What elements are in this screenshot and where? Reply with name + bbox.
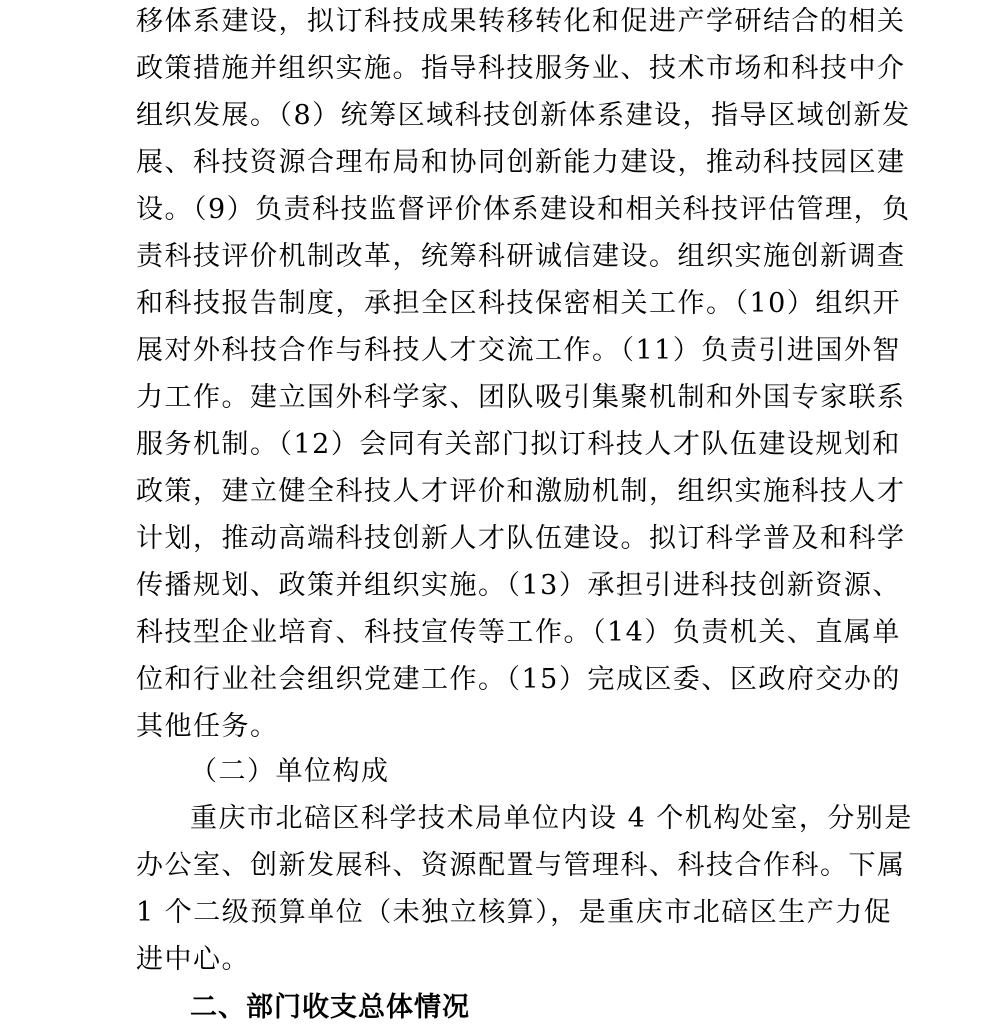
- body-line-9: 力工作。建立国外科学家、团队吸引集聚机制和外国专家联系: [136, 382, 906, 413]
- body-line-13: 传播规划、政策并组织实施。（13）承担引进科技创新资源、: [136, 570, 901, 601]
- paragraph2-line-2: 办公室、创新发展科、资源配置与管理科、科技合作科。下属: [136, 850, 906, 881]
- body-line-5: 设。（9）负责科技监督评价体系建设和相关科技评估管理，负: [136, 194, 911, 225]
- subheading-unit-composition: （二）单位构成: [190, 756, 390, 787]
- section-heading: 二、部门收支总体情况: [190, 992, 470, 1023]
- body-line-6: 责科技评价机制改革，统筹科研诚信建设。组织实施创新调查: [136, 241, 906, 272]
- body-line-8: 展对外科技合作与科技人才交流工作。（11）负责引进国外智: [136, 335, 901, 366]
- body-line-16: 其他任务。: [136, 711, 279, 742]
- body-line-7: 和科技报告制度，承担全区科技保密相关工作。（10）组织开: [136, 288, 901, 319]
- body-line-14: 科技型企业培育、科技宣传等工作。（14）负责机关、直属单: [136, 617, 901, 648]
- paragraph2-line-1: 重庆市北碚区科学技术局单位内设 4 个机构处室，分别是: [190, 803, 913, 834]
- body-line-2: 政策措施并组织实施。指导科技服务业、技术市场和科技中介: [136, 53, 906, 84]
- paragraph2-line-3: 1 个二级预算单位（未独立核算），是重庆市北碚区生产力促: [136, 897, 893, 928]
- body-line-4: 展、科技资源合理布局和协同创新能力建设，推动科技园区建: [136, 147, 906, 178]
- body-line-3: 组织发展。（8）统筹区域科技创新体系建设，指导区域创新发: [136, 100, 911, 131]
- body-line-11: 政策，建立健全科技人才评价和激励机制，组织实施科技人才: [136, 476, 906, 507]
- paragraph2-line-4: 进中心。: [136, 944, 250, 975]
- body-line-15: 位和行业社会组织党建工作。（15）完成区委、区政府交办的: [136, 664, 901, 695]
- body-line-12: 计划，推动高端科技创新人才队伍建设。拟订科学普及和科学: [136, 523, 906, 554]
- body-line-10: 服务机制。（12）会同有关部门拟订科技人才队伍建设规划和: [136, 429, 901, 460]
- body-line-1: 移体系建设，拟订科技成果转移转化和促进产学研结合的相关: [136, 6, 906, 37]
